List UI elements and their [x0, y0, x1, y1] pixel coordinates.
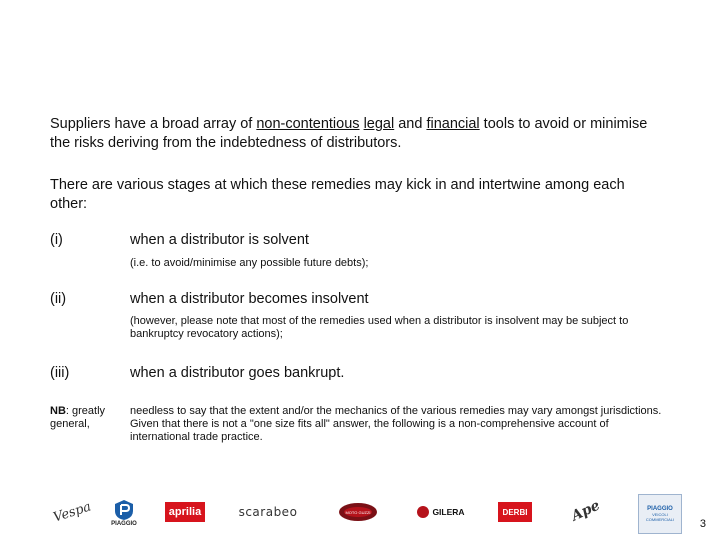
item-marker-2: (ii)	[50, 291, 67, 307]
piaggio-shield-icon	[114, 499, 134, 521]
stages-paragraph: There are various stages at which these remedies may kick in and intertwine among each other:	[50, 177, 625, 212]
gilera-emblem-icon	[417, 506, 429, 518]
aprilia-logo: aprilia	[165, 502, 205, 522]
moto-guzzi-eagle-icon	[338, 498, 378, 526]
vespa-logo: Vespa	[51, 498, 93, 526]
brand-logos-strip	[0, 490, 720, 535]
item-text-3: when a distributor goes bankrupt.	[130, 365, 345, 381]
item-text-2: when a distributor becomes insolvent	[130, 291, 369, 307]
item-marker-3: (iii)	[50, 365, 70, 381]
nb-label	[50, 405, 125, 431]
item-note-2: (however, please note that most of the remedies used when a distributor is insolvent may be subject to bankruptcy revocatory actions);	[130, 315, 629, 340]
svg-text:MOTO GUZZI: MOTO GUZZI	[345, 510, 371, 515]
item-note-1: (i.e. to avoid/minimise any possible future debts);	[130, 257, 369, 269]
intro-text-3: and	[394, 116, 427, 132]
intro-underline-legal: legal	[363, 116, 395, 132]
intro-paragraph	[50, 115, 660, 153]
gilera-logo: GILERA	[408, 502, 474, 522]
derbi-logo: DERBI	[498, 502, 532, 522]
nb-label-bold: NB	[50, 405, 66, 417]
page-number: 3	[699, 518, 706, 530]
piaggio-veicoli-commerciali-logo: PIAGGIO VEICOLI COMMERCIALI	[638, 494, 682, 534]
piaggio-logo: PIAGGIO	[104, 494, 144, 532]
intro-underline-financial: financial	[426, 116, 480, 132]
item-text-1: when a distributor is solvent	[130, 232, 309, 248]
scarabeo-logo: scarabeo	[238, 505, 298, 519]
nb-label-rest: : greatly general,	[50, 405, 106, 430]
moto-guzzi-logo	[338, 498, 378, 526]
intro-underline-non-contentious: non-contentious	[256, 116, 360, 132]
nb-text: needless to say that the extent and/or the mechanics of the various remedies may vary amongst jurisdictions. Given that there is not a "one size fits all" answer, the following is a non-comprehensive account of international trade practice.	[130, 405, 662, 443]
intro-text-1: Suppliers have a broad array of	[50, 116, 257, 132]
item-marker-1: (i)	[50, 232, 63, 248]
intro-text-4: tools to avoid or minimise the risks deriving from the indebtedness of distributors.	[50, 116, 648, 151]
ape-logo: Ape	[569, 497, 603, 525]
